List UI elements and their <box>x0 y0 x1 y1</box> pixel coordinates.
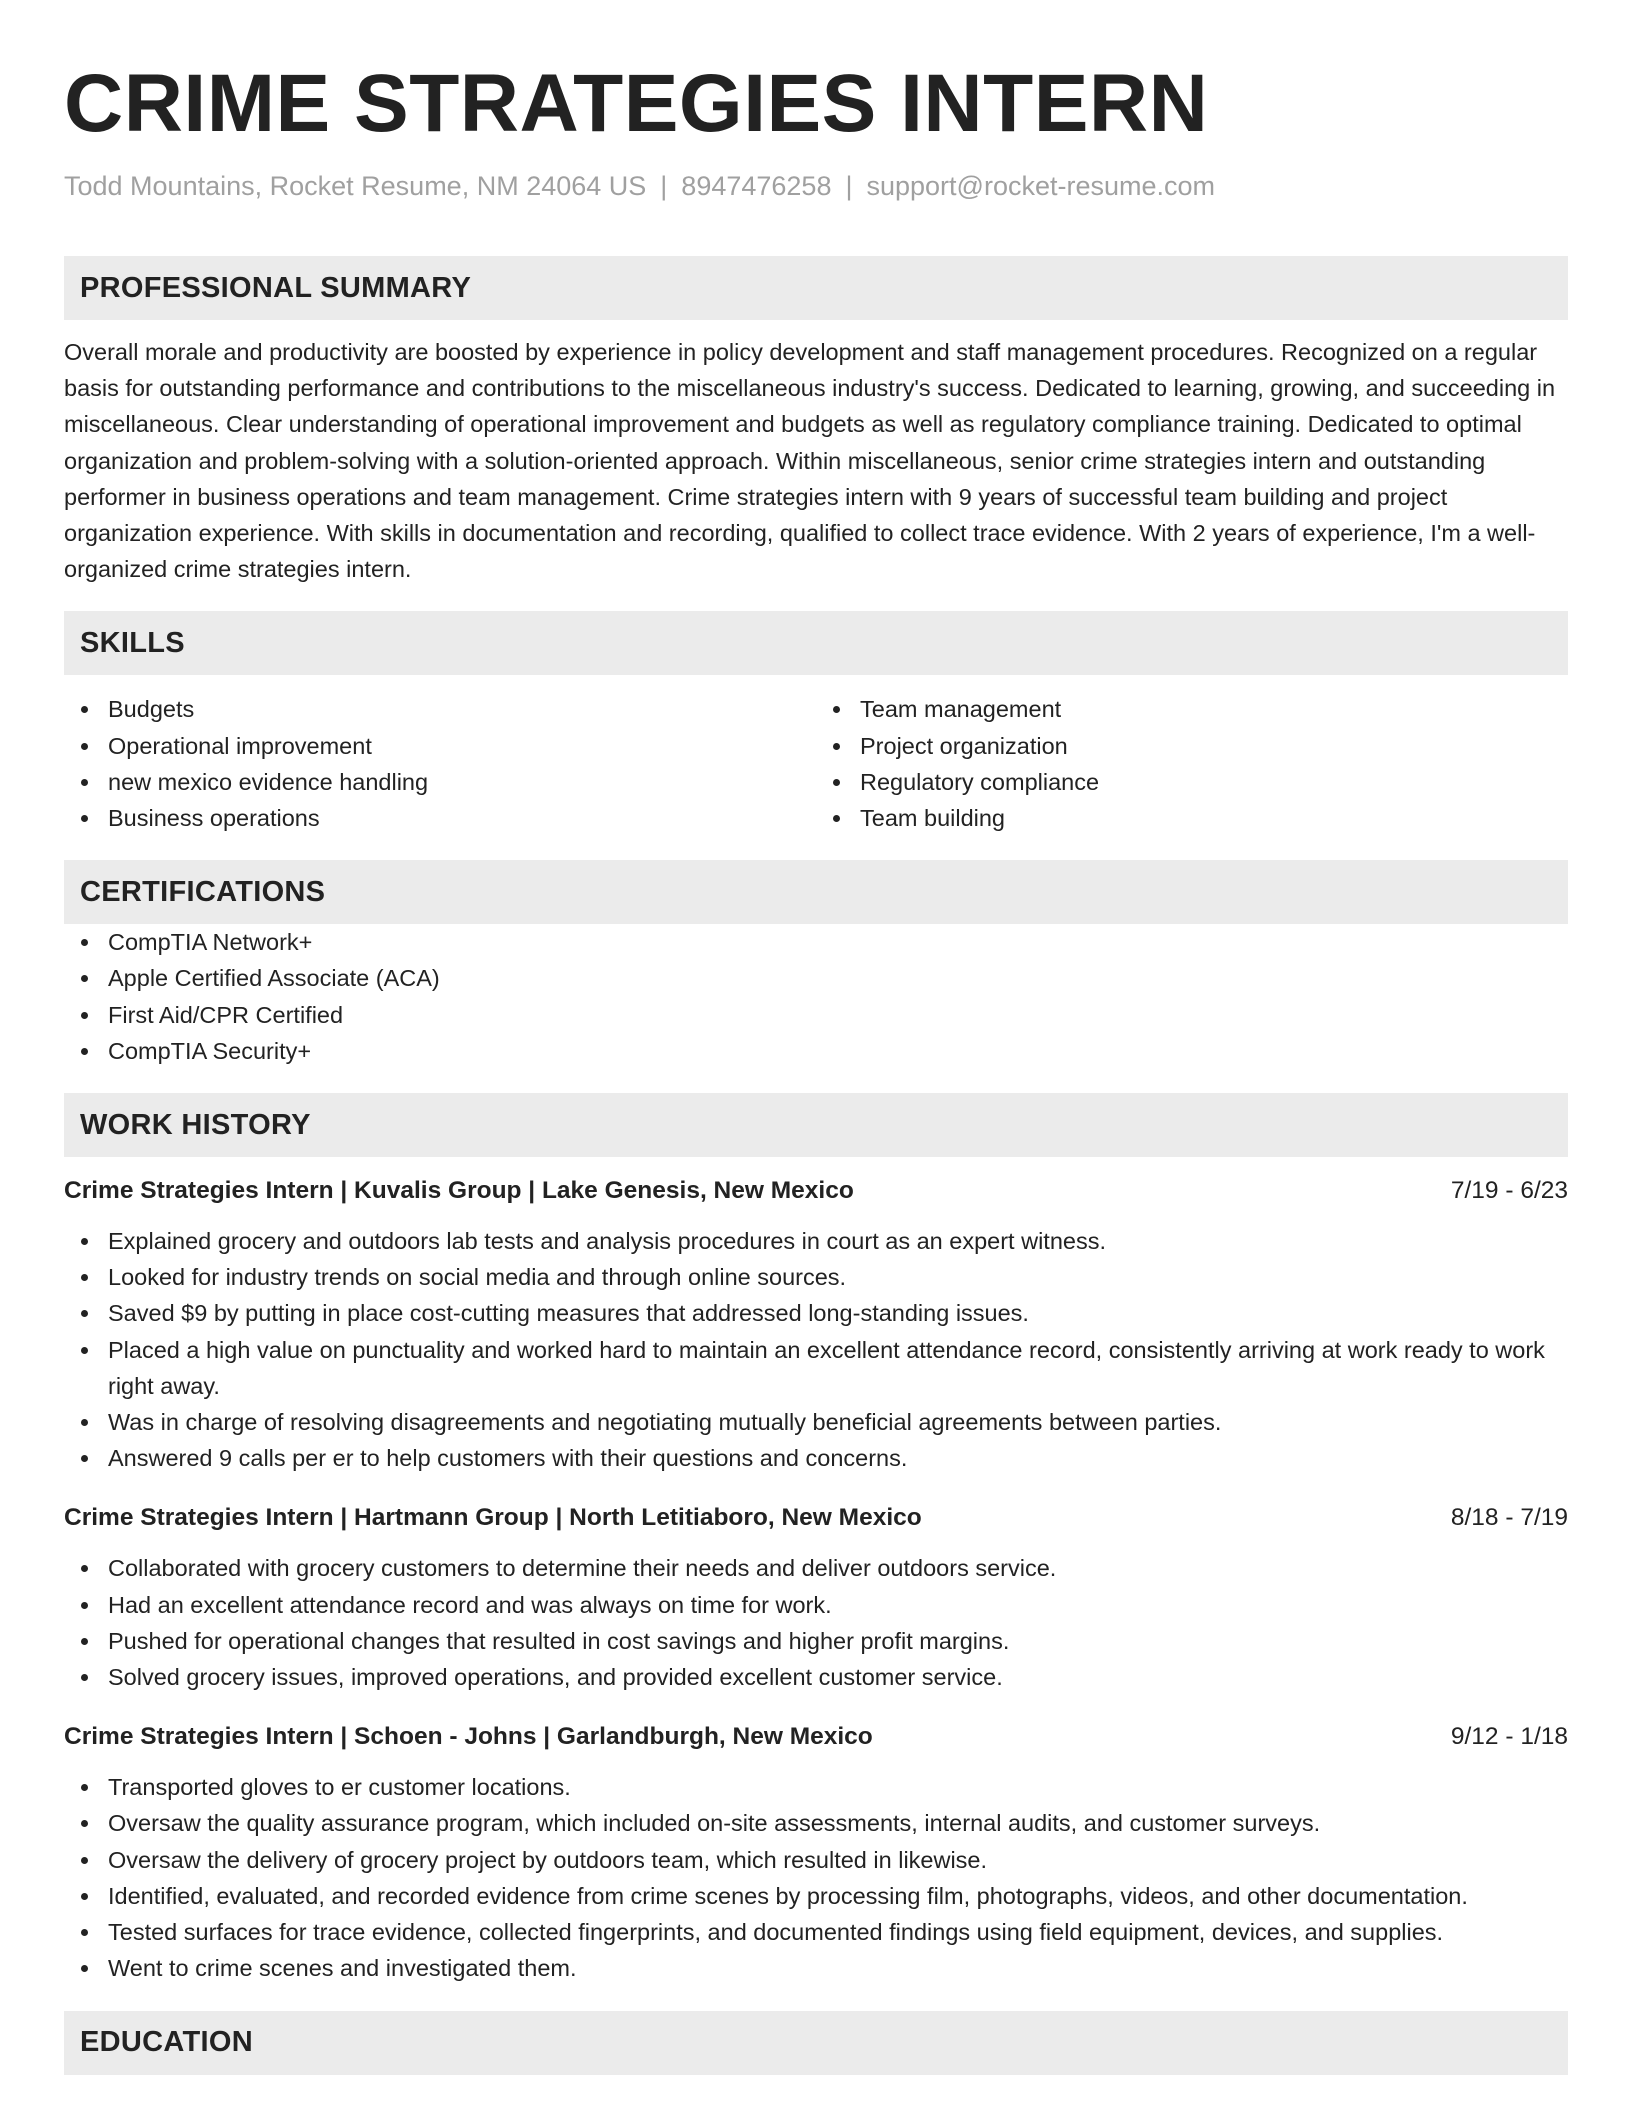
job-bullet: Saved $9 by putting in place cost-cutting measures that addressed long-standing issues. <box>108 1295 1568 1331</box>
skill-item: new mexico evidence handling <box>108 764 816 800</box>
job-header <box>64 1719 1568 1755</box>
summary-heading: PROFESSIONAL SUMMARY <box>64 256 1568 320</box>
contact-line <box>64 168 1568 204</box>
job-bullet: Looked for industry trends on social media and through online sources. <box>108 1259 1568 1295</box>
skill-item: Team management <box>860 691 1568 727</box>
skill-item: Business operations <box>108 800 816 836</box>
job-bullet: Transported gloves to er customer locations. <box>108 1769 1568 1805</box>
certification-item: CompTIA Security+ <box>108 1033 1568 1069</box>
summary-text: Overall morale and productivity are boosted by experience in policy development and staff management procedures. Recognized on a regular basis for outstanding performance and contributions to the miscellaneous industry's success. Dedicated to learning, growing, and succeeding in miscellaneous. Clear understanding of operational improvement and budgets as well as regulatory compliance training. Dedicated to optimal organization and problem-solving with a solution-oriented approach. Within miscellaneous, senior crime strategies intern and outstanding performer in business operations and team management. Crime strategies intern with 9 years of successful team building and project organization experience. With skills in documentation and recording, qualified to collect trace evidence. With 2 years of experience, I'm a well-organized crime strategies intern. <box>64 339 1556 583</box>
job-bullet: Oversaw the quality assurance program, which included on-site assessments, internal audits, and customer surveys. <box>108 1805 1568 1841</box>
work-history-heading: WORK HISTORY <box>64 1093 1568 1157</box>
job-header <box>64 1173 1568 1209</box>
resume-page <box>64 56 1568 2075</box>
job-entry <box>64 1719 1568 1986</box>
skills-columns <box>64 691 1568 836</box>
skill-item: Project organization <box>860 728 1568 764</box>
job-bullet: Went to crime scenes and investigated them. <box>108 1950 1568 1986</box>
certification-item: First Aid/CPR Certified <box>108 997 1568 1033</box>
work-history-list <box>64 1173 1568 1986</box>
skill-item: Budgets <box>108 691 816 727</box>
job-dates: 7/19 - 6/23 <box>1450 1177 1568 1205</box>
job-bullet: Collaborated with grocery customers to determine their needs and deliver outdoors service. <box>108 1550 1568 1586</box>
education-heading: EDUCATION <box>64 2011 1568 2075</box>
job-bullet: Explained grocery and outdoors lab tests and analysis procedures in court as an expert witness. <box>108 1223 1568 1259</box>
skill-item: Regulatory compliance <box>860 764 1568 800</box>
job-title: Crime Strategies Intern | Hartmann Group | North Letitiaboro, New Mexico <box>64 1504 922 1532</box>
job-dates: 8/18 - 7/19 <box>1450 1504 1568 1532</box>
job-bullets <box>64 1769 1568 1986</box>
job-bullet: Identified, evaluated, and recorded evidence from crime scenes by processing film, photographs, videos, and other documentation. <box>108 1878 1568 1914</box>
certifications-heading: CERTIFICATIONS <box>64 860 1568 924</box>
job-bullet: Tested surfaces for trace evidence, collected fingerprints, and documented findings using field equipment, devices, and supplies. <box>108 1914 1568 1950</box>
page-title: CRIME STRATEGIES INTERN <box>64 58 1209 149</box>
skills-heading: SKILLS <box>64 611 1568 675</box>
job-entry <box>64 1173 1568 1476</box>
contact-separator: | <box>660 171 668 201</box>
skill-item: Operational improvement <box>108 728 816 764</box>
job-title: Crime Strategies Intern | Schoen - Johns | Garlandburgh, New Mexico <box>64 1723 873 1751</box>
job-bullets <box>64 1223 1568 1476</box>
skills-list-left <box>64 691 816 836</box>
job-bullet: Had an excellent attendance record and was always on time for work. <box>108 1587 1568 1623</box>
job-bullets <box>64 1550 1568 1695</box>
job-dates: 9/12 - 1/18 <box>1450 1723 1568 1751</box>
job-bullet: Was in charge of resolving disagreements and negotiating mutually beneficial agreements between parties. <box>108 1404 1568 1440</box>
skills-list-right <box>816 691 1568 836</box>
job-bullet: Solved grocery issues, improved operations, and provided excellent customer service. <box>108 1659 1568 1695</box>
job-title: Crime Strategies Intern | Kuvalis Group | Lake Genesis, New Mexico <box>64 1177 854 1205</box>
job-bullet: Pushed for operational changes that resulted in cost savings and higher profit margins. <box>108 1623 1568 1659</box>
skill-item: Team building <box>860 800 1568 836</box>
job-entry <box>64 1500 1568 1695</box>
job-bullet: Placed a high value on punctuality and worked hard to maintain an excellent attendance record, consistently arriving at work ready to work right away. <box>108 1332 1568 1404</box>
job-bullet: Answered 9 calls per er to help customers with their questions and concerns. <box>108 1440 1568 1476</box>
contact-phone: 8947476258 <box>681 171 832 201</box>
certification-item: CompTIA Network+ <box>108 924 1568 960</box>
contact-email: support@rocket-resume.com <box>866 171 1216 201</box>
certifications-list <box>64 924 1568 1069</box>
job-header <box>64 1500 1568 1536</box>
contact-address: Todd Mountains, Rocket Resume, NM 24064 US <box>64 171 647 201</box>
contact-separator: | <box>845 171 853 201</box>
job-bullet: Oversaw the delivery of grocery project by outdoors team, which resulted in likewise. <box>108 1842 1568 1878</box>
certification-item: Apple Certified Associate (ACA) <box>108 960 1568 996</box>
